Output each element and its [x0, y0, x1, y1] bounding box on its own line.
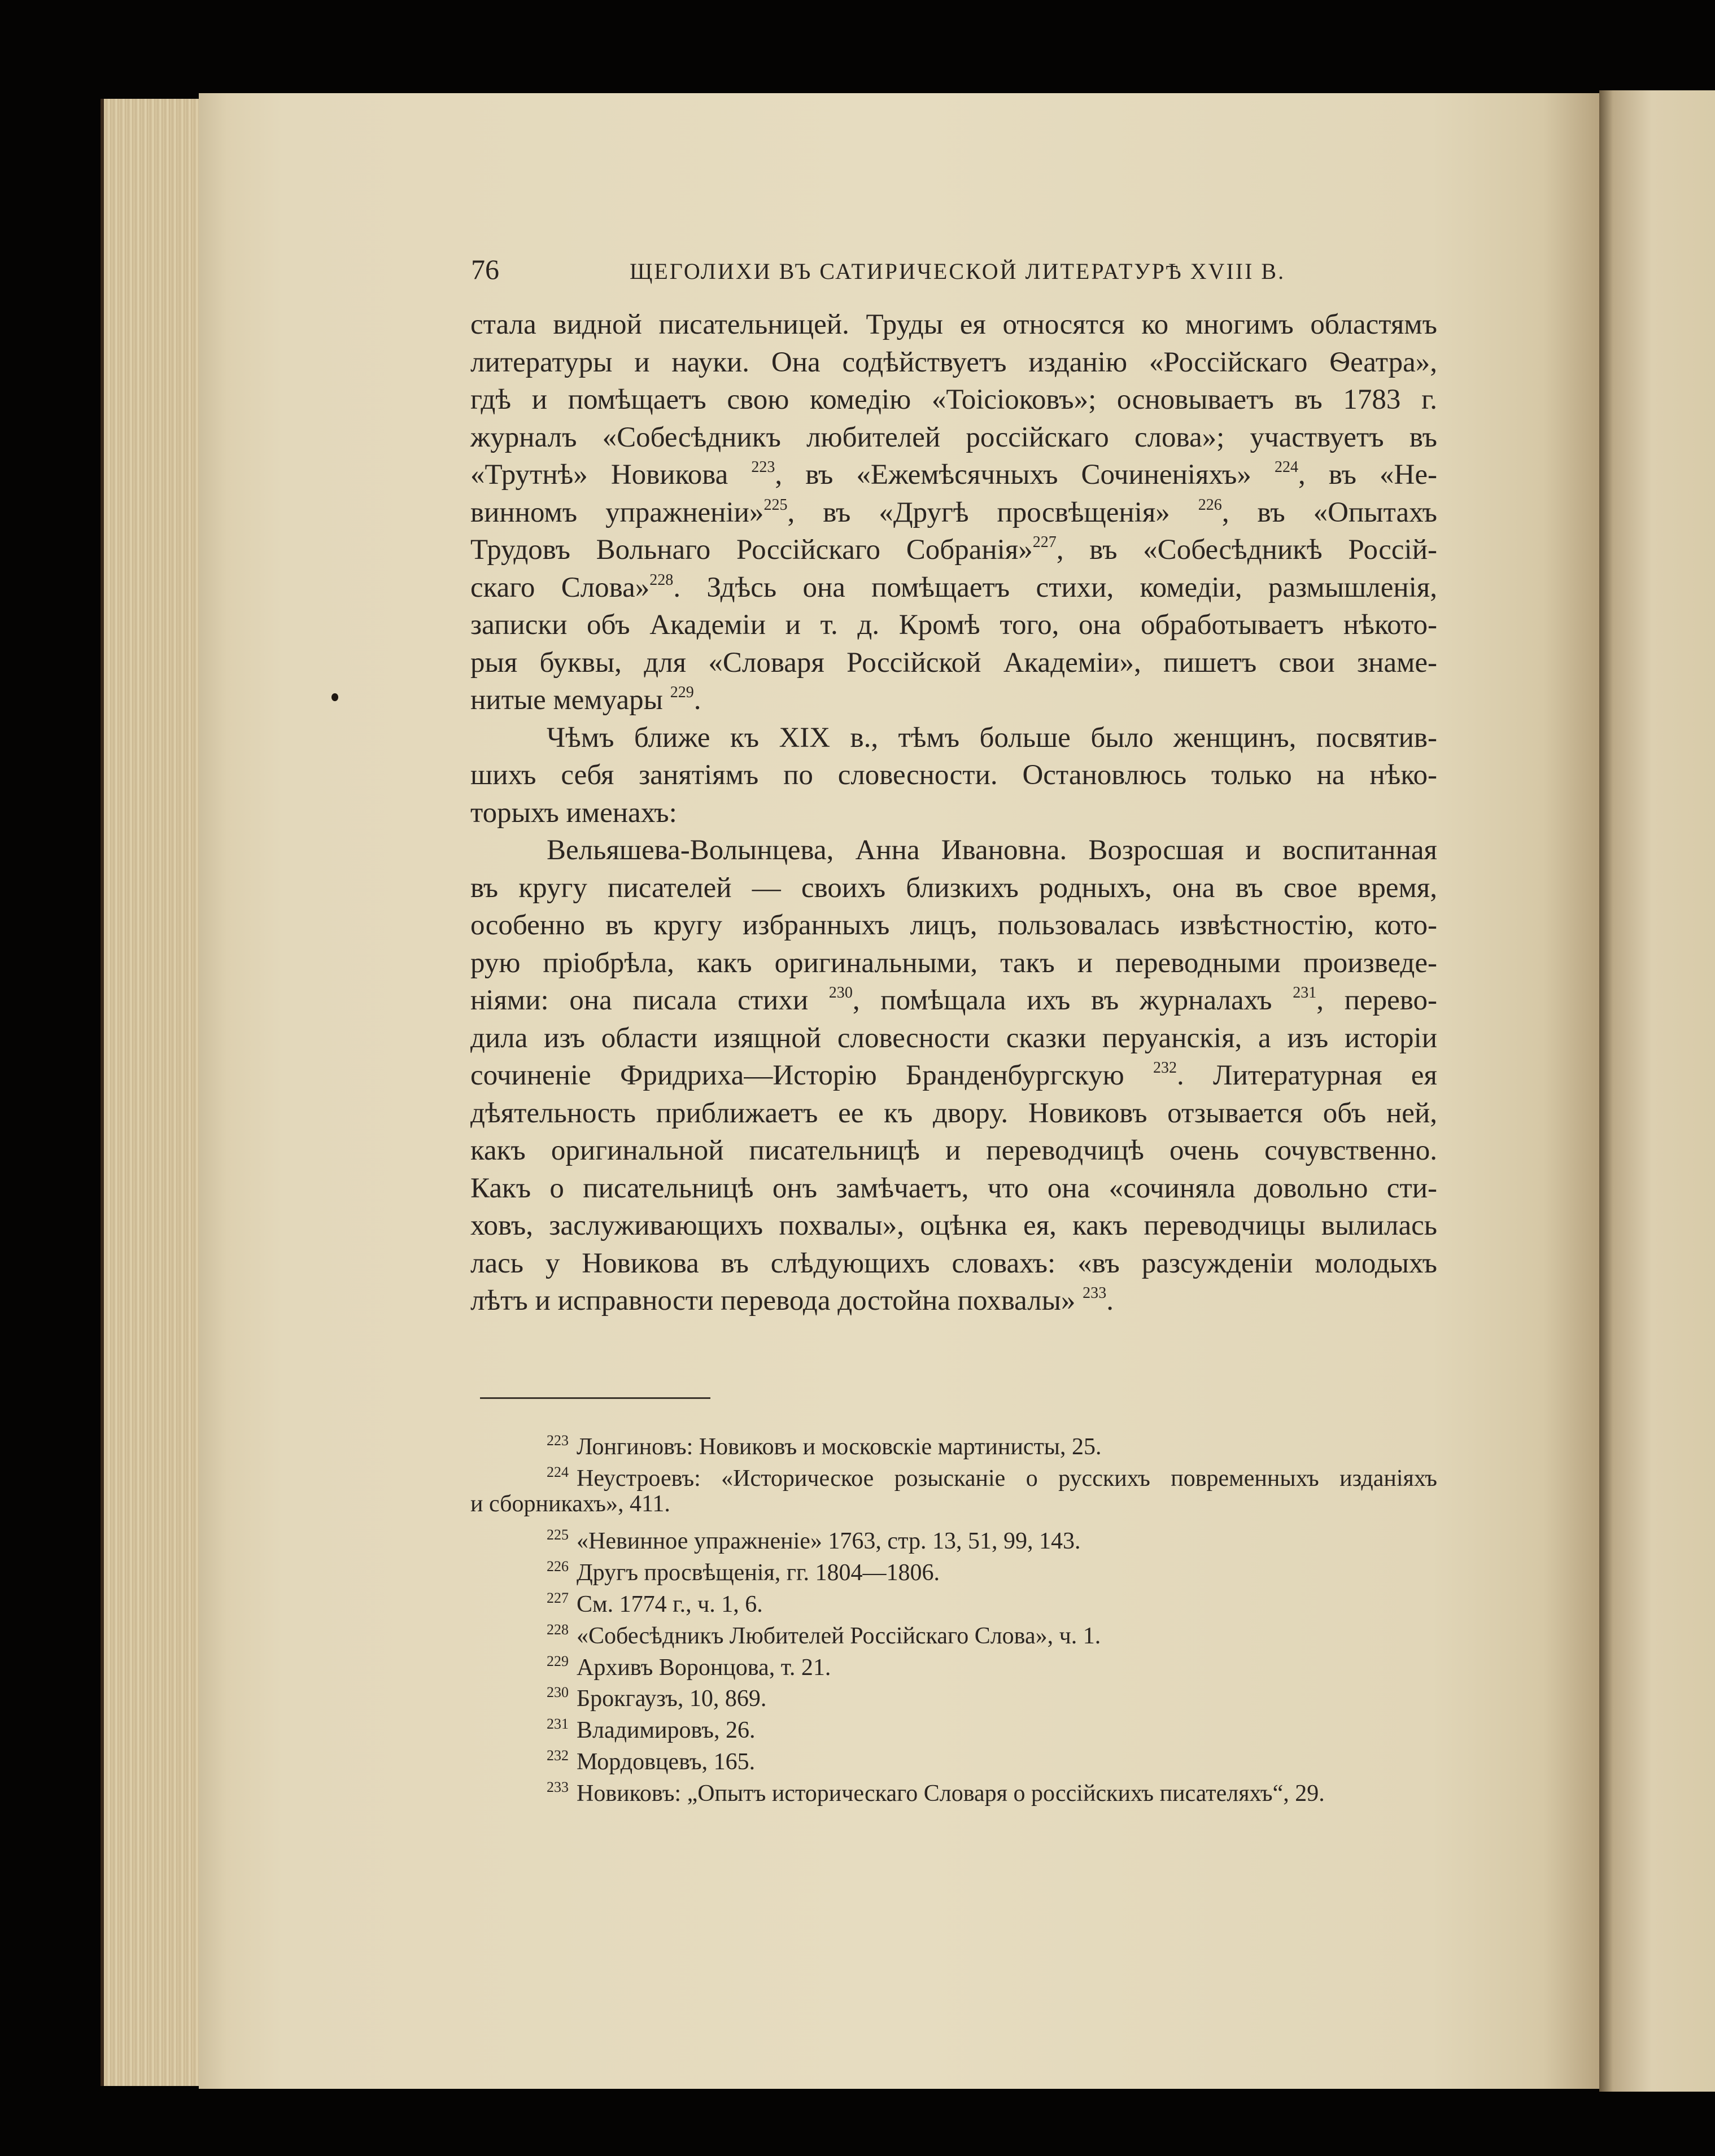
footnote-ref: 232: [1153, 1059, 1177, 1077]
footnote-text: и сборникахъ», 411.: [470, 1490, 670, 1517]
footnote-number: 223: [547, 1432, 569, 1449]
page-number: 76: [471, 253, 499, 285]
footnote-number: 233: [547, 1778, 569, 1795]
footnote: [547, 1740, 1437, 1775]
footnote-number: 232: [547, 1747, 569, 1764]
body-line: записки объ Академіи и т. д. Кромѣ того, она обработываетъ нѣкото-: [470, 609, 1437, 641]
footnote-text: Архивъ Воронцова, т. 21.: [577, 1654, 831, 1681]
footnote: [547, 1519, 1437, 1555]
footnote-ref: 223: [751, 458, 775, 476]
body-line: сочиненіе Фридриха—Исторію Бранденбургскую $^{232}$. Литературная ея: [470, 1059, 1437, 1091]
body-line: какъ оригинальной писательницѣ и переводчицѣ очень сочувственно.: [470, 1135, 1437, 1166]
footnote-text: Неустроевъ: «Историческое розысканіе о русскихъ повременныхъ изданіяхъ: [577, 1465, 1437, 1492]
footnote-number: 227: [547, 1590, 569, 1606]
footnote-text: Владимировъ, 26.: [577, 1717, 756, 1744]
footnote-text: Мордовцевъ, 165.: [577, 1749, 756, 1775]
body-line: Чѣмъ ближе къ XIX в., тѣмъ больше было женщинъ, посвятив-: [547, 721, 1437, 754]
footnote: [547, 1425, 1437, 1460]
body-line: шихъ себя занятіямъ по словесности. Остановлюсь только на нѣко-: [470, 759, 1437, 791]
body-line: Вельяшева-Волынцева, Анна Ивановна. Возросшая и воспитанная: [547, 834, 1437, 866]
footnote: [547, 1551, 1437, 1586]
footnote: [547, 1708, 1437, 1744]
footnote-text: «Собесѣдникъ Любителей Россійскаго Слова», ч. 1.: [577, 1623, 1101, 1649]
facing-page-edge: [1599, 90, 1715, 2092]
body-line: дила изъ области изящной словесности сказки перуанскія, а изъ исторіи: [470, 1022, 1437, 1054]
footnote-number: 224: [547, 1463, 569, 1480]
footnote-ref: 224: [1274, 458, 1299, 476]
footnote-number: 226: [547, 1558, 569, 1575]
body-line: литературы и науки. Она содѣйствуетъ изданію «Россійскаго Ѳеатра»,: [470, 346, 1437, 378]
body-line: гдѣ и помѣщаетъ свою комедію «Тоісіоковъ»; основываетъ въ 1783 г.: [470, 384, 1437, 416]
footnote: [547, 1582, 1437, 1617]
footnote-text: Новиковъ: „Опытъ историческаго Словаря о россійскихъ писателяхъ“, 29.: [577, 1780, 1325, 1807]
footnote-number: 231: [547, 1716, 569, 1733]
footnote-text: Другъ просвѣщенія, гг. 1804—1806.: [577, 1560, 940, 1586]
body-line: дѣятельность приближаетъ ее къ двору. Новиковъ отзывается объ ней,: [470, 1097, 1437, 1129]
footnote-ref: 227: [1032, 533, 1057, 551]
footnote-ref: 231: [1293, 983, 1317, 1002]
footnote-rule: [480, 1397, 710, 1399]
footnote-ref: 225: [763, 496, 788, 514]
footnote-ref: 229: [670, 683, 694, 701]
footnote-ref: 233: [1083, 1284, 1107, 1302]
footnote-text: Лонгиновъ: Новиковъ и московскіе мартинисты, 25.: [577, 1434, 1102, 1460]
footnote-ref: 230: [828, 983, 853, 1002]
body-line: нитые мемуары $^{229}$.: [470, 683, 701, 716]
body-line: «Трутнѣ» Новикова $^{223}$, въ «Ежемѣсячныхъ Сочиненіяхъ» $^{224}$, въ «Не-: [470, 458, 1438, 491]
body-line: винномъ упражненіи»$^{225}$, въ «Другѣ просвѣщенія» $^{226}$, въ «Опытахъ: [470, 496, 1438, 528]
body-line: скаго Слова»$^{228}$. Здѣсь она помѣщаетъ стихи, комедіи, размышленія,: [470, 571, 1438, 603]
footnote: [470, 1488, 1437, 1520]
ink-spot: [331, 693, 338, 701]
body-line: въ кругу писателей — своихъ близкихъ родныхъ, она въ свое время,: [470, 872, 1437, 904]
footnote: [547, 1614, 1437, 1649]
footnote-number: 230: [547, 1684, 569, 1701]
body-line: особенно въ кругу избранныхъ лицъ, пользовалась извѣстностію, кото-: [470, 909, 1437, 941]
body-line: ніями: она писала стихи $^{230}$, помѣщала ихъ въ журналахъ $^{231}$, перево-: [470, 983, 1437, 1016]
body-line: Какъ о писательницѣ онъ замѣчаетъ, что она «сочиняла довольно сти-: [470, 1172, 1437, 1204]
body-line: журналъ «Собесѣдникъ любителей россійскаго слова»; участвуетъ въ: [470, 421, 1437, 453]
footnote-ref: 226: [1198, 496, 1222, 514]
footnote: [547, 1457, 1437, 1492]
body-line: рыя буквы, для «Словаря Россійской Академіи», пишетъ свои знаме-: [470, 646, 1437, 679]
body-line: лѣтъ и исправности перевода достойна похвалы» $^{233}$.: [470, 1284, 1114, 1317]
footnote-number: 228: [547, 1621, 569, 1638]
footnote-ref: 228: [649, 571, 674, 589]
footnote-text: «Невинное упражненіе» 1763, стр. 13, 51, 99, 143.: [577, 1528, 1081, 1555]
body-line: стала видной писательницей. Труды ея относятся ко многимъ областямъ: [470, 309, 1437, 340]
body-line: Трудовъ Вольнаго Россійскаго Собранія»$^{227}$, въ «Собесѣдникѣ Россій-: [470, 533, 1437, 566]
footnote-number: 225: [547, 1527, 569, 1543]
running-head: ЩЕГОЛИХИ ВЪ САТИРИЧЕСКОЙ ЛИТЕРАТУРѢ XVIII В.: [630, 259, 1286, 284]
footnote-number: 229: [547, 1652, 569, 1669]
footnote-text: См. 1774 г., ч. 1, 6.: [577, 1591, 763, 1617]
body-line: ховъ, заслуживающихъ похвалы», оцѣнка ея, какъ переводчицы вылилась: [470, 1210, 1437, 1241]
footnote: [547, 1646, 1437, 1681]
footnote: [547, 1677, 1437, 1712]
footnote-text: Брокгаузъ, 10, 869.: [577, 1686, 767, 1712]
body-line: рую пріобрѣла, какъ оригинальными, такъ и переводными произведе-: [470, 947, 1437, 979]
body-line: лась у Новикова въ слѣдующихъ словахъ: «въ разсужденіи молодыхъ: [470, 1247, 1437, 1279]
footnote: [547, 1772, 1437, 1807]
body-line: торыхъ именахъ:: [470, 797, 677, 829]
